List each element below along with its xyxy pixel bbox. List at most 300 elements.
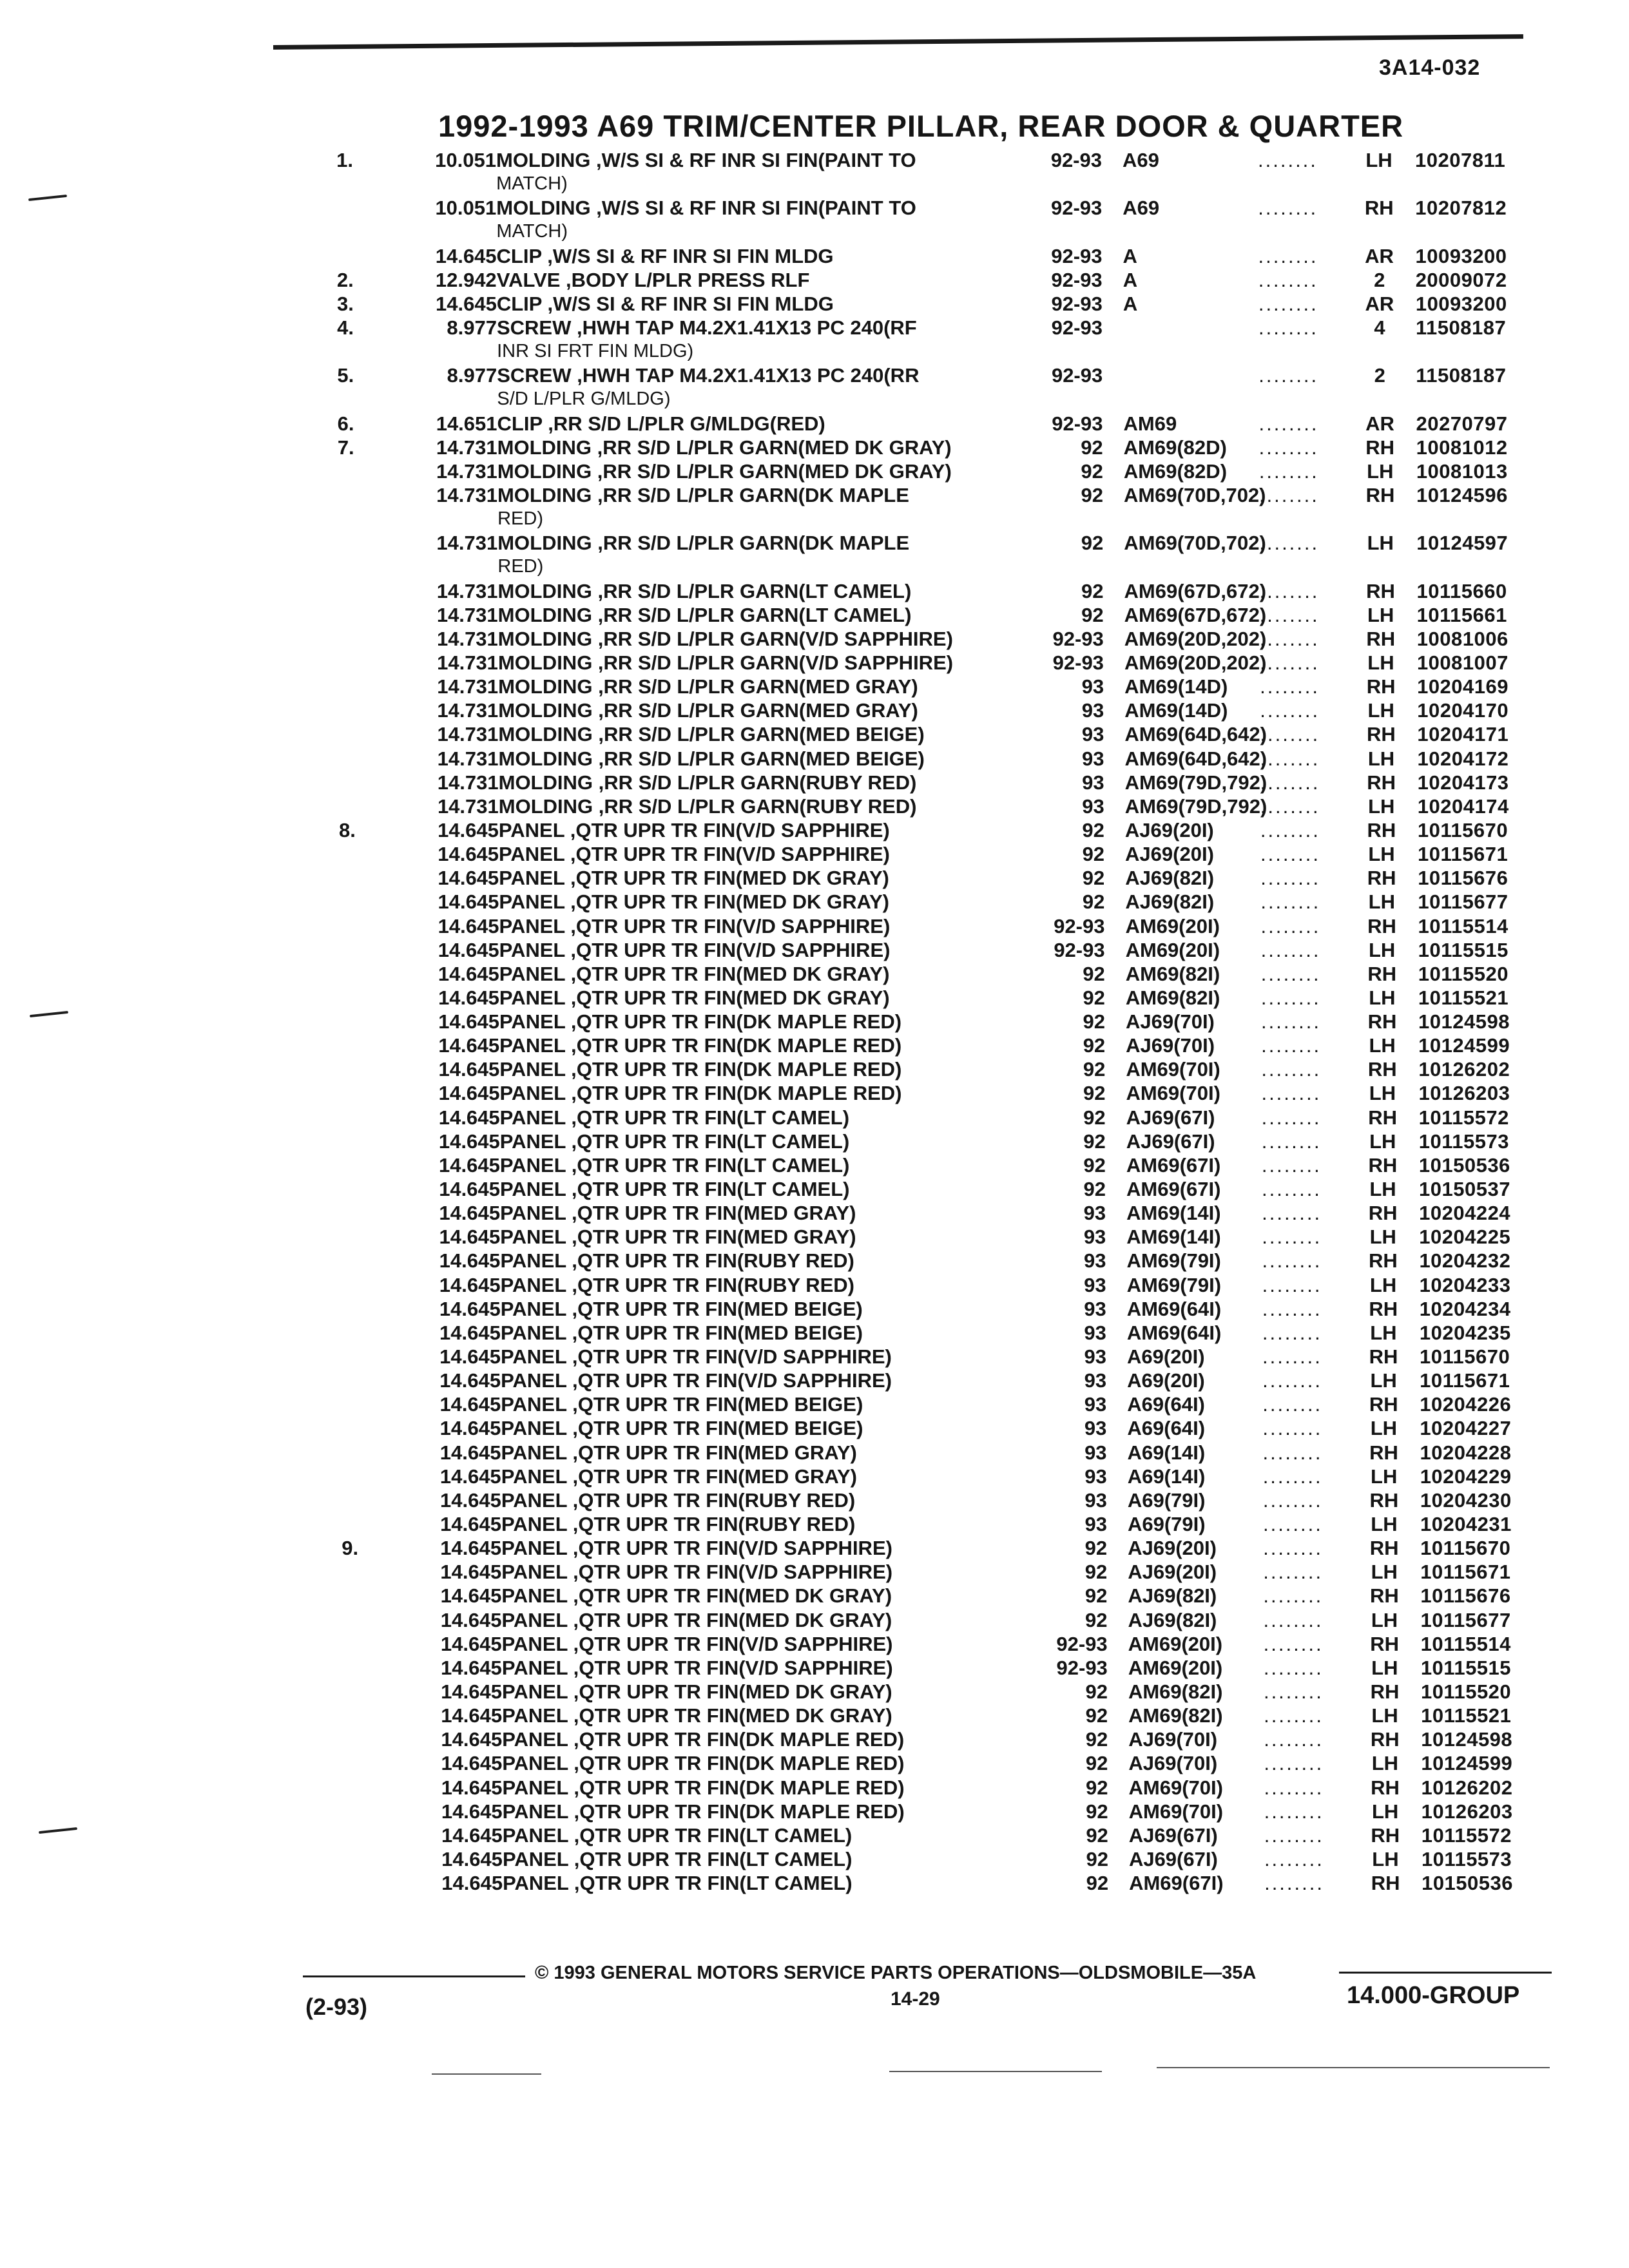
row-years: 93 [1083, 1249, 1106, 1273]
leader-dots: ........ [1258, 316, 1318, 339]
row-years: 93 [1083, 1225, 1106, 1249]
row-side: LH [1372, 1847, 1399, 1870]
table-row [0, 1177, 1629, 1201]
row-model: AM69(14I) [1126, 1202, 1221, 1225]
row-model: AM69 [1123, 412, 1177, 435]
row-model: AM69(67D,672) [1124, 579, 1267, 602]
leader-dots: ........ [1258, 483, 1319, 506]
row-part-number: 10204230 [1420, 1488, 1512, 1512]
row-model: A69(14I) [1127, 1441, 1206, 1464]
leader-dots: ........ [1259, 579, 1320, 602]
row-model: AM69(64I) [1126, 1321, 1222, 1344]
row-part-number: 10115677 [1420, 1608, 1511, 1631]
row-side: RH [1367, 1010, 1397, 1033]
row-model: A69(79I) [1127, 1488, 1206, 1512]
leader-dots: ........ [1258, 197, 1318, 220]
row-years: 92 [1081, 603, 1104, 626]
row-years: 92-93 [1056, 1656, 1108, 1679]
row-side: RH [1370, 1632, 1400, 1655]
row-description: MOLDING ,RR S/D L/PLR GARN(MED GRAY) [498, 675, 918, 698]
row-model: AM69(79I) [1126, 1273, 1222, 1296]
table-row [0, 531, 1629, 555]
row-years: 93 [1082, 771, 1104, 794]
leader-dots: ........ [1262, 1225, 1322, 1249]
row-group-number: 14.645 [440, 1537, 502, 1560]
table-row [0, 196, 1629, 220]
leader-dots: ........ [1259, 532, 1320, 555]
row-years: 93 [1084, 1369, 1107, 1392]
table-row [0, 1751, 1629, 1775]
table-row [0, 1153, 1629, 1177]
table-row [0, 1441, 1629, 1465]
leader-dots: ........ [1260, 962, 1321, 985]
row-part-number: 10115572 [1421, 1823, 1512, 1847]
row-description: PANEL ,QTR UPR TR FIN(RUBY RED) [501, 1513, 856, 1536]
table-row [0, 1608, 1629, 1632]
row-part-number: 10115515 [1420, 1656, 1512, 1679]
row-side: LH [1370, 1369, 1397, 1392]
table-row-continuation [0, 172, 1629, 196]
row-description: PANEL ,QTR UPR TR FIN(RUBY RED) [500, 1249, 854, 1273]
row-description: PANEL ,QTR UPR TR FIN(MED GRAY) [501, 1441, 857, 1464]
row-side: LH [1367, 603, 1394, 626]
leader-dots: ........ [1262, 1417, 1323, 1440]
row-description: SCREW ,HWH TAP M4.2X1.41X13 PC 240(RF [496, 316, 917, 339]
leader-dots: ........ [1263, 1680, 1324, 1703]
row-model: AM69(20I) [1128, 1656, 1223, 1679]
table-row [0, 866, 1629, 890]
table-row [0, 794, 1629, 818]
table-row [0, 1800, 1629, 1823]
row-description: MOLDING ,RR S/D L/PLR GARN(MED BEIGE) [498, 747, 925, 770]
row-side: RH [1366, 723, 1396, 746]
row-years: 92-93 [1051, 364, 1103, 387]
leader-dots: ........ [1264, 1704, 1324, 1727]
row-part-number: 10115676 [1420, 1584, 1511, 1608]
row-side: LH [1367, 699, 1394, 722]
row-group-number: 14.645 [440, 1513, 501, 1536]
table-row [0, 148, 1629, 172]
leader-dots: ........ [1263, 1537, 1324, 1560]
table-row [0, 1560, 1629, 1584]
row-part-number: 10204173 [1417, 771, 1509, 794]
row-group-number: 14.645 [441, 1680, 502, 1703]
row-side: RH [1370, 1728, 1400, 1751]
row-group-number: 14.645 [438, 1010, 500, 1033]
row-years: 92-93 [1056, 1632, 1108, 1655]
row-description: PANEL ,QTR UPR TR FIN(V/D SAPPHIRE) [499, 843, 890, 866]
row-part-number: 10115671 [1418, 843, 1509, 866]
table-row [0, 938, 1629, 962]
leader-dots: ........ [1259, 603, 1320, 626]
leader-dots: ........ [1262, 1393, 1323, 1416]
row-years: 92 [1081, 579, 1104, 602]
leader-dots: ........ [1260, 747, 1320, 770]
row-side: LH [1369, 1034, 1396, 1057]
row-side: LH [1369, 1082, 1396, 1105]
leader-dots: ........ [1263, 1656, 1324, 1679]
row-years: 93 [1084, 1465, 1107, 1488]
row-years: 92 [1082, 867, 1105, 890]
row-model: AM69(64I) [1126, 1297, 1222, 1320]
row-years: 92-93 [1051, 268, 1103, 291]
row-group-number: 14.731 [437, 747, 499, 770]
leader-dots: ........ [1261, 1058, 1322, 1081]
table-row [0, 1847, 1629, 1871]
row-description: PANEL ,QTR UPR TR FIN(DK MAPLE RED) [502, 1776, 905, 1799]
row-part-number: 10204224 [1419, 1202, 1511, 1225]
leader-dots: ........ [1264, 1800, 1324, 1823]
row-years: 92 [1083, 1129, 1106, 1153]
row-group-number: 14.731 [437, 771, 499, 794]
row-side: LH [1367, 532, 1394, 555]
table-row [0, 1680, 1629, 1704]
row-side: RH [1371, 1823, 1400, 1847]
table-row [0, 579, 1629, 603]
row-model: AM69(79D,792) [1124, 794, 1268, 818]
row-group-number: 14.645 [439, 1178, 501, 1201]
row-years: 92 [1086, 1776, 1108, 1799]
footer-underline [432, 2073, 541, 2075]
row-part-number: 10115521 [1421, 1704, 1512, 1727]
leader-dots: ........ [1258, 244, 1318, 267]
row-side: RH [1366, 579, 1395, 602]
row-side: LH [1369, 1273, 1397, 1296]
table-row [0, 1321, 1629, 1345]
row-model: AM69(20I) [1128, 1632, 1223, 1655]
row-model: AJ69(70I) [1126, 1010, 1215, 1033]
leader-dots: ........ [1258, 268, 1318, 291]
row-model: AJ69(20I) [1124, 818, 1214, 841]
leader-dots: ........ [1258, 292, 1318, 315]
row-description: PANEL ,QTR UPR TR FIN(DK MAPLE RED) [502, 1752, 905, 1775]
row-part-number: 10204171 [1417, 723, 1509, 746]
table-row [0, 1010, 1629, 1033]
row-years: 93 [1084, 1345, 1106, 1369]
row-description: MOLDING ,RR S/D L/PLR GARN(LT CAMEL) [497, 603, 912, 626]
row-side: RH [1368, 1106, 1397, 1129]
row-description: PANEL ,QTR UPR TR FIN(LT CAMEL) [499, 1153, 850, 1177]
leader-dots: ........ [1262, 1249, 1322, 1273]
row-description: PANEL ,QTR UPR TR FIN(LT CAMEL) [502, 1847, 853, 1870]
table-row [0, 675, 1629, 698]
row-years: 93 [1084, 1273, 1106, 1296]
row-group-number: 14.731 [436, 459, 497, 483]
table-row [0, 1512, 1629, 1536]
leader-dots: ........ [1260, 818, 1320, 841]
row-model: AM69(70I) [1126, 1082, 1220, 1105]
row-group-number: 14.645 [439, 1321, 501, 1344]
row-years: 92-93 [1054, 914, 1105, 937]
row-description: CLIP ,W/S SI & RF INR SI FIN MLDG [496, 292, 834, 315]
row-group-number: 14.645 [438, 1058, 500, 1081]
row-item-number: 2. [336, 268, 354, 291]
row-side: LH [1368, 794, 1395, 818]
table-row [0, 1369, 1629, 1392]
row-part-number: 10115677 [1418, 890, 1509, 914]
row-description: MOLDING ,RR S/D L/PLR GARN(MED DK GRAY) [497, 459, 952, 483]
leader-dots: ........ [1258, 436, 1319, 459]
row-side: LH [1371, 1752, 1399, 1775]
row-item-number: 1. [336, 149, 353, 171]
row-years: 92 [1083, 1082, 1106, 1105]
row-part-number: 10124597 [1416, 532, 1509, 555]
row-side: 4 [1374, 316, 1385, 339]
table-row [0, 1392, 1629, 1416]
row-group-number: 14.645 [438, 1082, 500, 1105]
row-side: LH [1367, 651, 1394, 674]
table-row [0, 603, 1629, 627]
row-part-number: 10204170 [1417, 699, 1509, 722]
row-model: AM69(70D,702) [1124, 532, 1266, 555]
row-description: MOLDING ,RR S/D L/PLR GARN(RUBY RED) [498, 794, 917, 818]
row-group-number: 14.731 [436, 579, 498, 602]
row-part-number: 10207812 [1415, 197, 1507, 220]
row-part-number: 10115515 [1418, 938, 1509, 961]
row-part-number: 10126203 [1418, 1082, 1510, 1105]
row-description: PANEL ,QTR UPR TR FIN(MED DK GRAY) [501, 1584, 892, 1608]
row-group-number: 14.645 [441, 1728, 503, 1751]
row-part-number: 11508187 [1416, 364, 1507, 387]
row-description: PANEL ,QTR UPR TR FIN(LT CAMEL) [503, 1872, 853, 1895]
row-side: RH [1367, 818, 1396, 841]
row-model: AM69(14I) [1126, 1225, 1221, 1249]
row-model: AM69(67D,672) [1124, 603, 1267, 626]
row-part-number: 10204227 [1420, 1417, 1512, 1440]
row-item-number: 7. [337, 436, 354, 459]
footer-page-number: 14-29 [891, 1988, 940, 2010]
row-years: 93 [1084, 1321, 1106, 1344]
table-row [0, 890, 1629, 914]
row-item-number: 8. [339, 818, 356, 841]
row-years: 92 [1085, 1728, 1108, 1751]
row-group-number: 14.731 [437, 699, 499, 722]
row-description: PANEL ,QTR UPR TR FIN(MED DK GRAY) [502, 1704, 892, 1727]
row-description: PANEL ,QTR UPR TR FIN(MED DK GRAY) [499, 962, 890, 985]
row-group-number: 10.051 [435, 149, 496, 171]
row-part-number: 10204232 [1419, 1249, 1511, 1273]
row-side: LH [1369, 986, 1396, 1009]
row-model: AM69(14D) [1124, 675, 1228, 698]
page-title: 1992-1993 A69 TRIM/CENTER PILLAR, REAR DOOR & QUARTER [438, 109, 1404, 143]
row-description: PANEL ,QTR UPR TR FIN(MED DK GRAY) [501, 1608, 892, 1631]
row-years: 92 [1084, 1537, 1108, 1560]
row-model: AM69(20D,202) [1124, 627, 1267, 650]
leader-dots: ........ [1261, 1106, 1322, 1129]
row-part-number: 10115671 [1420, 1561, 1511, 1584]
row-group-number: 14.645 [439, 1465, 501, 1488]
table-row [0, 292, 1629, 316]
row-group-number: 14.645 [441, 1752, 503, 1775]
row-description: PANEL ,QTR UPR TR FIN(MED GRAY) [500, 1225, 856, 1249]
row-description: PANEL ,QTR UPR TR FIN(DK MAPLE RED) [499, 1034, 902, 1057]
table-row [0, 818, 1629, 842]
row-model: AM69(82I) [1128, 1680, 1223, 1703]
row-model: AM69(64D,642) [1124, 747, 1268, 770]
row-part-number: 10204234 [1419, 1297, 1511, 1320]
table-row [0, 1057, 1629, 1081]
leader-dots: ........ [1263, 1632, 1324, 1655]
row-years: 93 [1081, 723, 1104, 746]
row-side: RH [1365, 436, 1395, 459]
leader-dots: ........ [1260, 794, 1320, 818]
row-group-number: 14.731 [437, 651, 498, 674]
table-row [0, 842, 1629, 866]
row-description: MOLDING ,RR S/D L/PLR GARN(MED DK GRAY) [497, 436, 952, 459]
row-part-number: 10204225 [1419, 1225, 1511, 1249]
row-model: AM69(67I) [1126, 1153, 1221, 1177]
row-part-number: 20009072 [1415, 268, 1507, 291]
leader-dots: ........ [1260, 675, 1320, 698]
row-side: RH [1367, 867, 1396, 890]
row-part-number: 10124599 [1421, 1752, 1513, 1775]
row-model: AM69(82I) [1125, 962, 1220, 985]
row-model: AJ69(82I) [1128, 1608, 1217, 1631]
row-side: RH [1371, 1776, 1400, 1799]
row-model: AJ69(20I) [1125, 843, 1214, 866]
leader-dots: ........ [1260, 699, 1320, 722]
row-description: PANEL ,QTR UPR TR FIN(V/D SAPPHIRE) [501, 1537, 892, 1560]
table-row [0, 651, 1629, 675]
table-row-continuation [0, 220, 1629, 244]
row-years: 92 [1083, 1106, 1106, 1129]
row-description: MOLDING ,RR S/D L/PLR GARN(MED BEIGE) [498, 723, 925, 746]
row-part-number: 10126203 [1421, 1800, 1513, 1823]
row-description: MOLDING ,W/S SI & RF INR SI FIN(PAINT TO [496, 197, 916, 220]
row-years: 92 [1083, 1178, 1106, 1201]
row-description: PANEL ,QTR UPR TR FIN(MED DK GRAY) [499, 986, 890, 1009]
row-part-number: 10150536 [1418, 1153, 1510, 1177]
row-description: MOLDING ,RR S/D L/PLR GARN(DK MAPLE [497, 532, 910, 555]
row-group-number: 14.645 [438, 986, 499, 1009]
leader-dots: ........ [1262, 1273, 1322, 1296]
row-side: RH [1367, 771, 1396, 794]
leader-dots: ........ [1260, 843, 1320, 866]
row-model: AM69(79D,792) [1124, 771, 1268, 794]
row-side: LH [1370, 1321, 1397, 1344]
footer-underline [889, 2071, 1102, 2072]
row-part-number: 11508187 [1415, 316, 1507, 339]
table-row [0, 1345, 1629, 1369]
table-row [0, 722, 1629, 746]
row-side: LH [1369, 1178, 1396, 1201]
row-description: PANEL ,QTR UPR TR FIN(V/D SAPPHIRE) [498, 818, 890, 841]
row-model: AJ69(67I) [1126, 1129, 1215, 1153]
footer-rule-right [1339, 1972, 1552, 1974]
leader-dots: ........ [1264, 1872, 1324, 1895]
row-side: AR [1365, 292, 1394, 315]
row-description: PANEL ,QTR UPR TR FIN(DK MAPLE RED) [499, 1010, 902, 1033]
leader-dots: ........ [1260, 771, 1320, 794]
row-side: LH [1371, 1656, 1398, 1679]
row-part-number: 10124598 [1418, 1010, 1510, 1033]
row-description-continuation: S/D L/PLR G/MLDG) [497, 389, 671, 410]
row-description: PANEL ,QTR UPR TR FIN(DK MAPLE RED) [502, 1728, 905, 1751]
row-group-number: 14.645 [440, 1584, 502, 1608]
table-row [0, 1871, 1629, 1895]
row-side: LH [1367, 747, 1395, 770]
row-item-number: 6. [337, 412, 354, 435]
row-side: LH [1371, 1608, 1398, 1631]
row-side: RH [1370, 1680, 1400, 1703]
table-row [0, 1823, 1629, 1847]
row-side: 2 [1374, 364, 1385, 387]
row-years: 92 [1085, 1608, 1108, 1631]
row-years: 92-93 [1052, 651, 1104, 674]
row-side: RH [1364, 197, 1394, 220]
row-side: RH [1369, 1537, 1399, 1560]
row-side: LH [1371, 1800, 1399, 1823]
row-part-number: 10204229 [1420, 1465, 1512, 1488]
row-model: A69(14I) [1127, 1465, 1206, 1488]
row-group-number: 14.731 [436, 627, 498, 650]
row-model: AM69(82I) [1128, 1704, 1223, 1727]
row-years: 92 [1085, 1752, 1108, 1775]
row-years: 92 [1083, 1010, 1106, 1033]
row-part-number: 10093200 [1415, 244, 1507, 267]
row-group-number: 14.645 [440, 1561, 502, 1584]
row-description: CLIP ,W/S SI & RF INR SI FIN MLDG [496, 244, 834, 267]
row-part-number: 10150537 [1419, 1178, 1510, 1201]
footer-rule-left [303, 1975, 525, 1977]
table-row [0, 1632, 1629, 1656]
row-years: 92 [1083, 1153, 1106, 1177]
table-row [0, 914, 1629, 938]
row-description: PANEL ,QTR UPR TR FIN(MED GRAY) [501, 1465, 857, 1488]
row-description: VALVE ,BODY L/PLR PRESS RLF [496, 268, 810, 291]
row-description: PANEL ,QTR UPR TR FIN(MED BEIGE) [500, 1321, 863, 1344]
leader-dots: ........ [1258, 149, 1318, 171]
row-model: AM69(79I) [1126, 1249, 1221, 1273]
row-model: AM69(82D) [1123, 436, 1227, 459]
row-side: RH [1366, 675, 1396, 698]
table-row [0, 1249, 1629, 1273]
row-years: 92 [1082, 890, 1105, 914]
leader-dots: ........ [1262, 1321, 1322, 1344]
row-description: PANEL ,QTR UPR TR FIN(V/D SAPPHIRE) [501, 1656, 893, 1679]
row-side: RH [1367, 962, 1397, 985]
leader-dots: ........ [1260, 723, 1320, 746]
row-description: PANEL ,QTR UPR TR FIN(MED GRAY) [500, 1202, 856, 1225]
row-side: LH [1370, 1417, 1398, 1440]
row-side: RH [1367, 1058, 1397, 1081]
table-row [0, 771, 1629, 794]
row-years: 92 [1081, 483, 1103, 506]
row-part-number: 10204169 [1417, 675, 1509, 698]
row-model: A69 [1123, 149, 1159, 171]
leader-dots: ........ [1262, 1178, 1322, 1201]
row-years: 93 [1084, 1513, 1107, 1536]
table-row-continuation [0, 387, 1629, 411]
row-years: 93 [1082, 747, 1104, 770]
row-side: RH [1369, 1297, 1398, 1320]
leader-dots: ........ [1258, 364, 1319, 387]
row-group-number: 14.645 [438, 890, 499, 914]
row-item-number: 5. [337, 364, 354, 387]
row-part-number: 10204226 [1420, 1393, 1512, 1416]
row-group-number: 12.942 [435, 268, 497, 291]
row-group-number: 14.645 [438, 962, 499, 985]
row-description-continuation: MATCH) [496, 221, 568, 242]
row-part-number: 10115670 [1420, 1537, 1511, 1560]
row-part-number: 10093200 [1415, 292, 1507, 315]
table-row [0, 1488, 1629, 1512]
leader-dots: ........ [1258, 459, 1319, 483]
row-description: MOLDING ,RR S/D L/PLR GARN(RUBY RED) [498, 771, 917, 794]
row-group-number: 14.645 [435, 244, 497, 267]
row-model: A [1123, 268, 1138, 291]
row-side: RH [1369, 1249, 1398, 1273]
